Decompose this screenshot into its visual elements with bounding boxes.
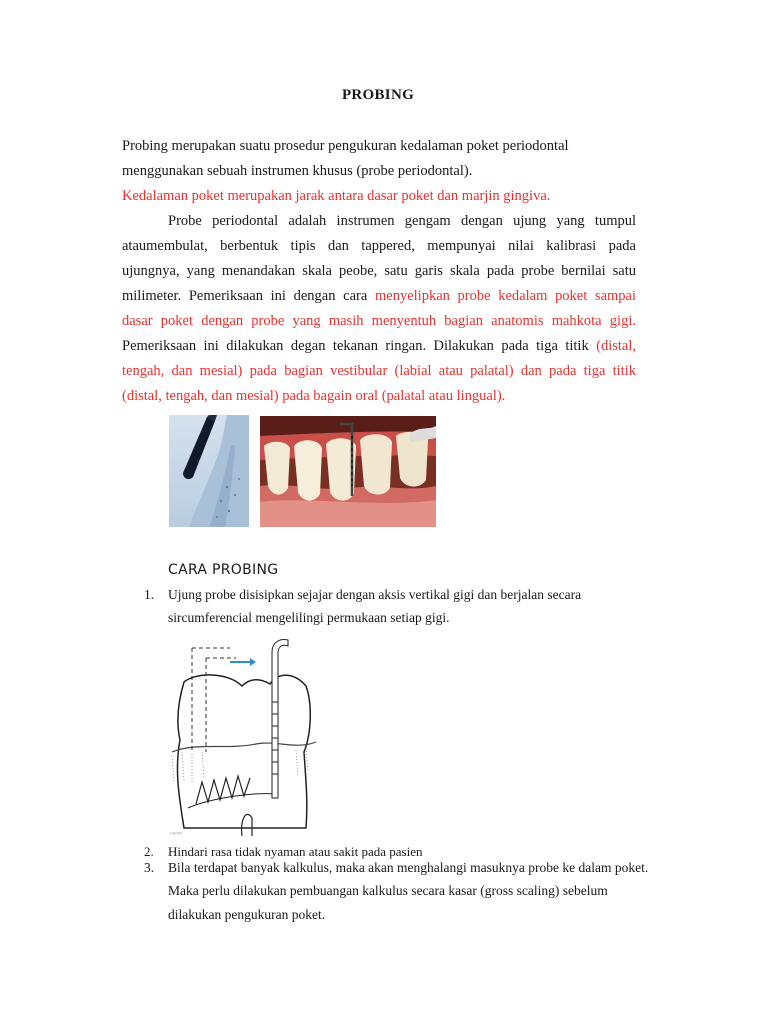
svg-text:copyright: copyright [170, 832, 182, 835]
step-3-line-1: Bila terdapat banyak kalkulus, maka akan menghalangi masuknya probe ke dalam poket. [168, 860, 649, 875]
probing-diagram [166, 632, 318, 836]
cara-probing-heading: CARA PROBING [168, 562, 279, 578]
intro-line-2: menggunakan sebuah instrumen khusus (probe periodontal). [122, 163, 473, 179]
para2-line-6b: (distal, [596, 338, 636, 354]
step-2-line-1: Hindari rasa tidak nyaman atau sakit pada pasien [168, 844, 423, 859]
para2-line-8: (distal, tengah, dan mesial) pada bagain oral (palatal atau lingual). [122, 388, 506, 404]
para2-line-6 [122, 338, 636, 355]
definition-text: Kedalaman poket merupakan jarak antara dasar poket dan marjin gingiva. [122, 188, 551, 204]
step-3-line-3: dilakukan pengukuran poket. [168, 907, 326, 922]
para2-line-4 [122, 288, 636, 305]
probe-clinical-photo [260, 416, 436, 527]
probe-tissue-image [169, 415, 249, 527]
para2-line-5: dasar poket dengan probe yang masih menyentuh bagian anatomis mahkota gigi. [122, 313, 636, 329]
step-2-number: 2. [144, 844, 154, 859]
step-1-line-1: Ujung probe disisipkan sejajar dengan aksis vertikal gigi dan berjalan secara [168, 587, 582, 602]
step-1-number: 1. [144, 587, 155, 602]
step-3-line-2: Maka perlu dilakukan pembuangan kalkulus secara kasar (gross scaling) sebelum [168, 883, 608, 898]
para2-line-6a: Pemeriksaan ini dilakukan degan tekanan ringan. Dilakukan pada tiga titik [122, 338, 597, 354]
step-3-number: 3. [144, 860, 155, 875]
step-1-line-2: sircumferencial mengelilingi permukaan setiap gigi. [168, 610, 450, 625]
para2-line-2: ataumembulat, berbentuk tipis dan tappered, mempunyai nilai kalibrasi pada [122, 238, 636, 254]
para2-line-4a: milimeter. Pemeriksaan ini dengan cara [122, 288, 375, 304]
para2-line-7: tengah, dan mesial) pada bagian vestibular (labial atau palatal) dan pada tiga titik [122, 363, 636, 379]
intro-line-1: Probing merupakan suatu prosedur pengukuran kedalaman poket periodontal [122, 138, 569, 154]
para2-line-1: Probe periodontal adalah instrumen gengam dengan ujung yang tumpul [168, 213, 636, 229]
para2-line-4b: menyelipkan probe kedalam poket sampai [374, 288, 636, 304]
para2-line-3: ujungnya, yang menandakan skala peobe, satu garis skala pada probe bernilai satu [122, 263, 636, 279]
page-title: PROBING [341, 87, 415, 103]
